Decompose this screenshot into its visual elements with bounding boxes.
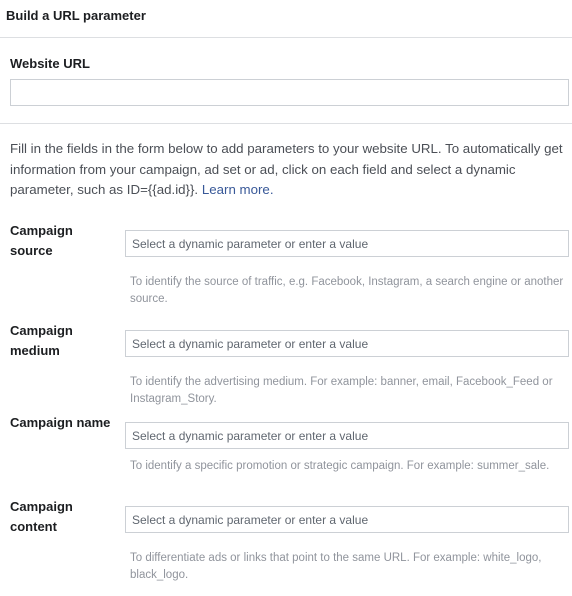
description-text: Fill in the fields in the form below to add parameters to your website URL. To automatically get information from your campaign, ad set or ad, click on each field and select a dynamic parameter, such as ID={{ad.id}}.: [10, 141, 563, 197]
campaign-source-input[interactable]: [125, 230, 569, 257]
dialog-header: [0, 0, 572, 38]
param-help-campaign-medium: To identify the advertising medium. For example: banner, email, Facebook_Feed or Instagram_Story.: [130, 376, 553, 405]
param-label-campaign-content: Campaign content: [10, 499, 73, 534]
form-description: [0, 124, 572, 213]
param-row-campaign-medium: [0, 313, 572, 405]
campaign-content-input[interactable]: [125, 506, 569, 533]
param-row-campaign-content: [0, 497, 572, 593]
website-url-input[interactable]: [10, 79, 569, 106]
param-label-campaign-medium: Campaign medium: [10, 323, 73, 358]
dialog-title: Build a URL parameter: [6, 8, 146, 23]
campaign-medium-input[interactable]: [125, 330, 569, 357]
website-url-section: [0, 38, 572, 124]
param-label-campaign-name: Campaign name: [10, 415, 111, 430]
param-row-campaign-name: [0, 405, 572, 497]
learn-more-link[interactable]: Learn more.: [201, 182, 274, 197]
website-url-label: Website URL: [10, 56, 90, 71]
param-row-campaign-source: [0, 213, 572, 313]
param-help-campaign-content: To differentiate ads or links that point to the same URL. For example: white_logo, black_logo.: [130, 552, 542, 581]
param-help-campaign-name: To identify a specific promotion or strategic campaign. For example: summer_sale.: [130, 460, 550, 472]
param-help-campaign-source: To identify the source of traffic, e.g. Facebook, Instagram, a search engine or another source.: [130, 276, 564, 305]
param-label-campaign-source: Campaign source: [10, 223, 73, 258]
campaign-name-input[interactable]: [125, 422, 569, 449]
